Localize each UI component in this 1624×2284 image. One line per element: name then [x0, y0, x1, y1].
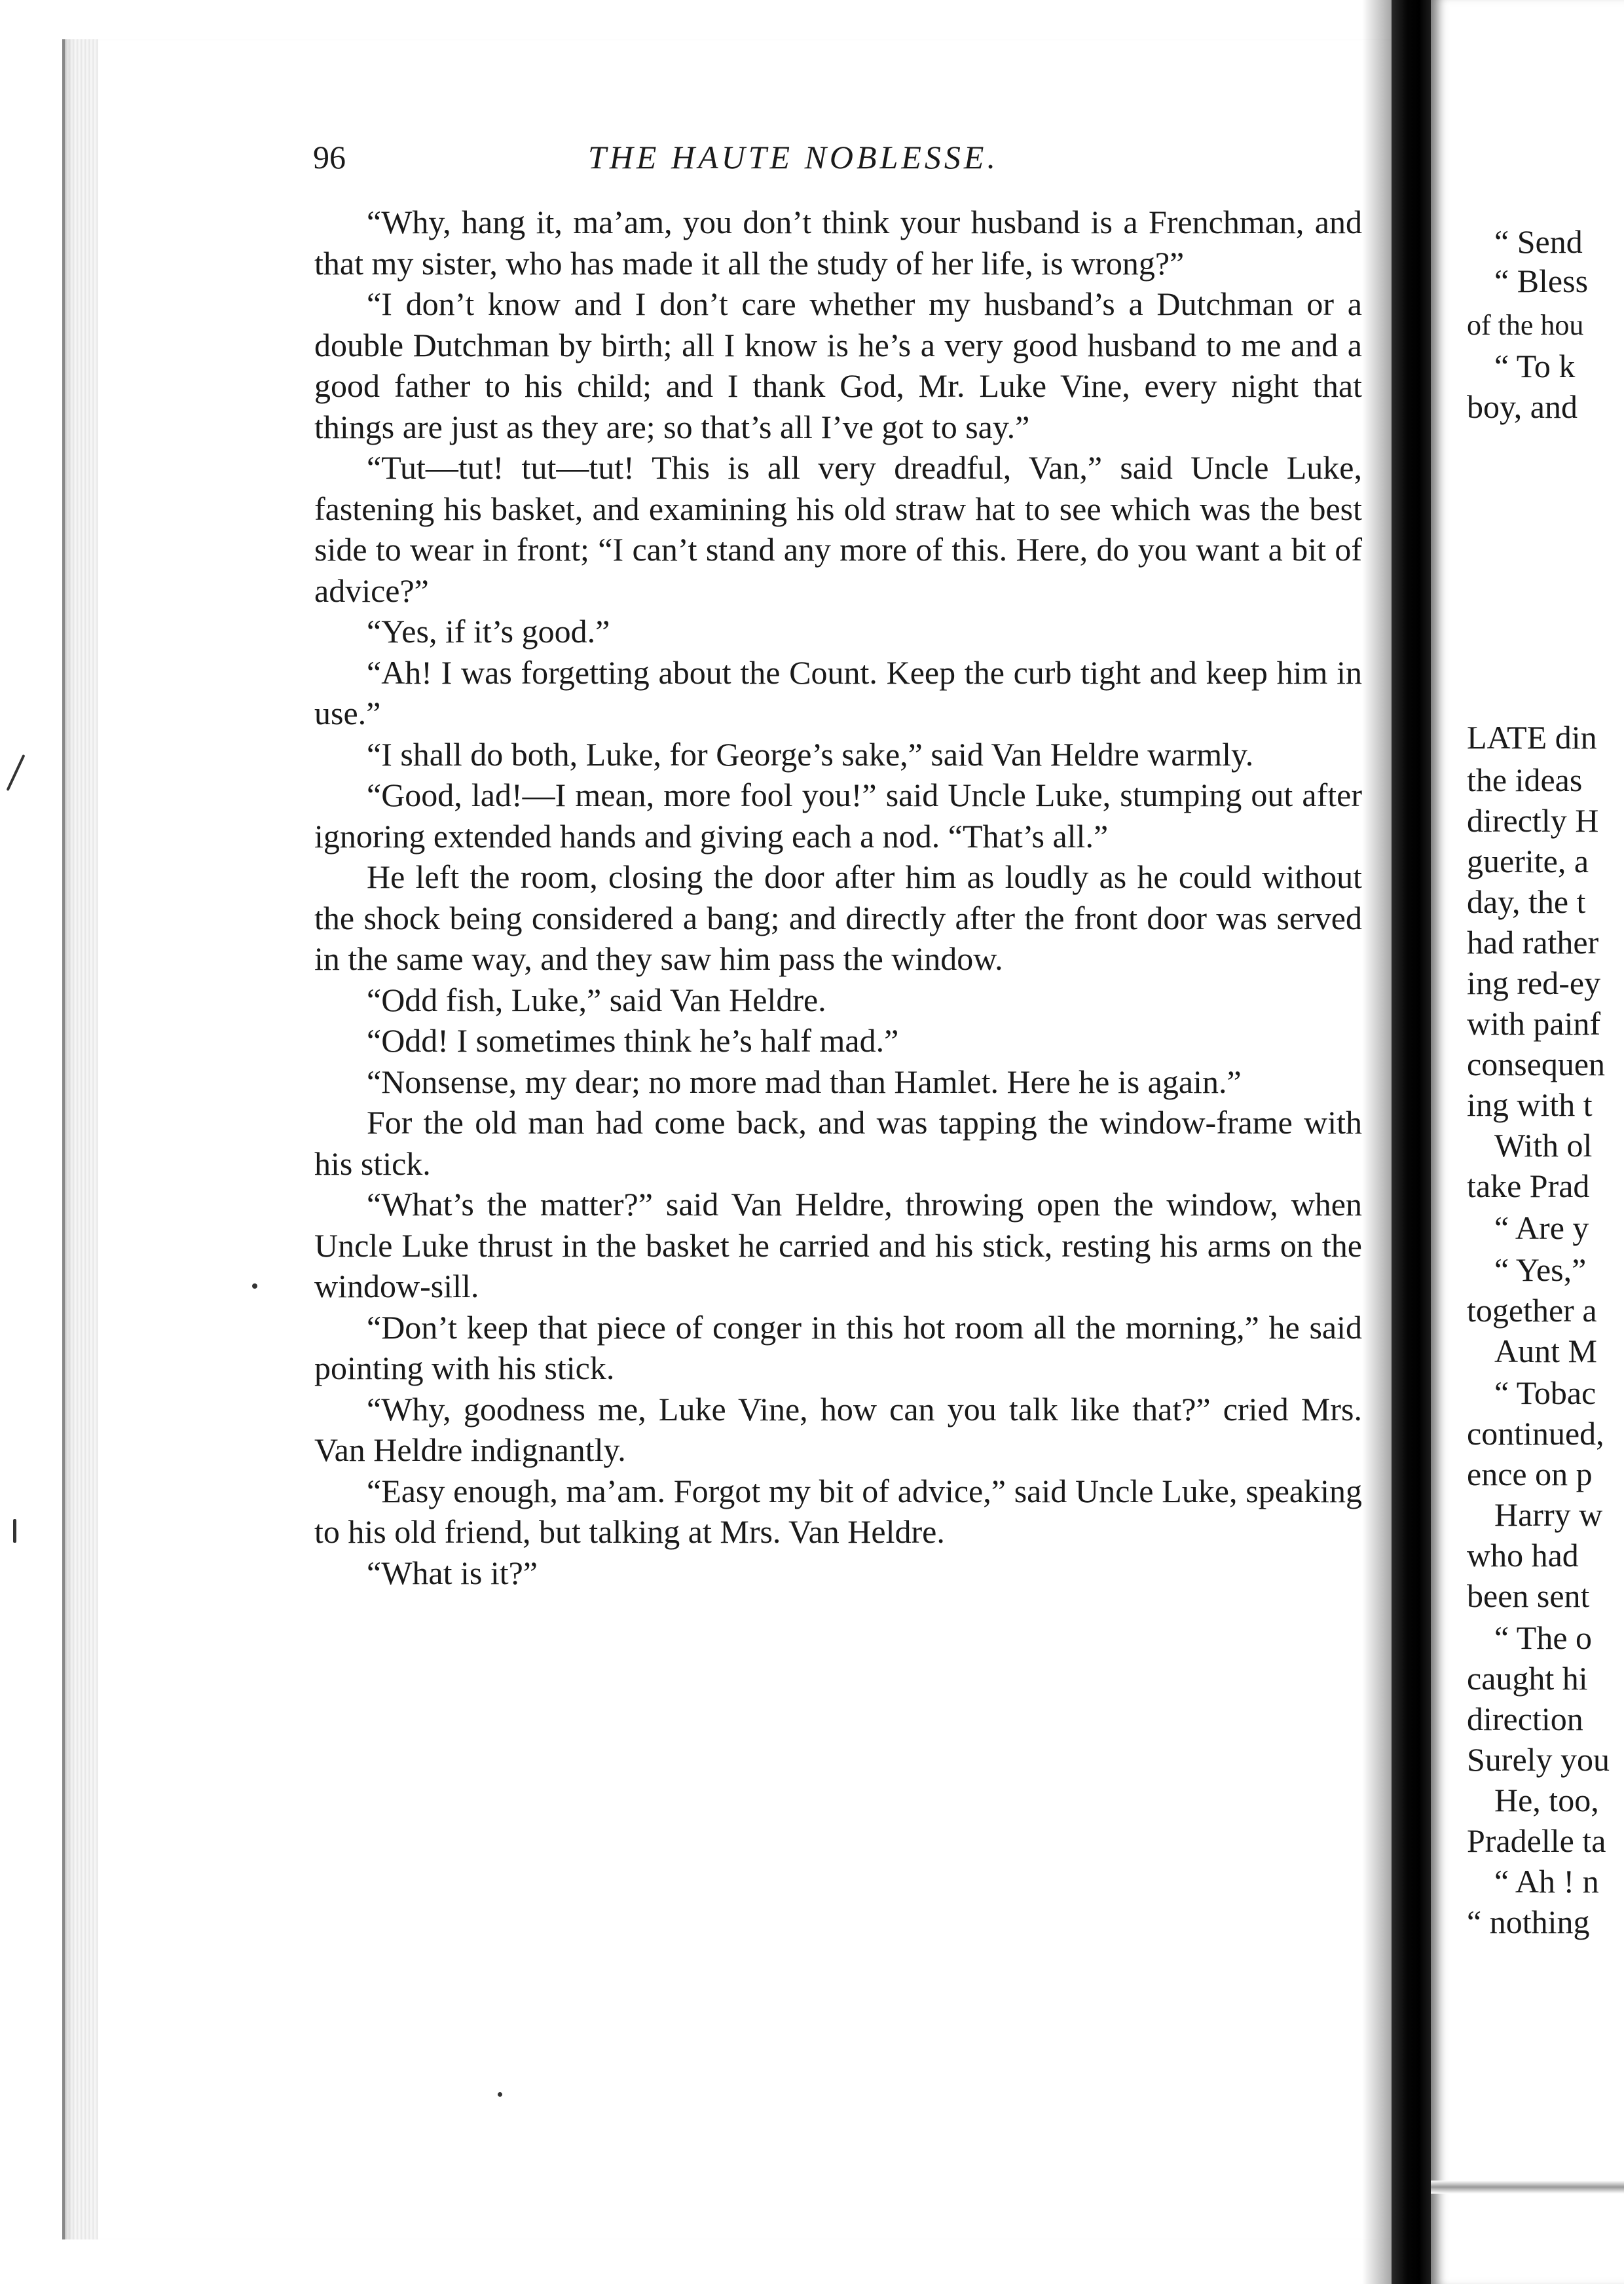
right-line: continued, [1467, 1415, 1604, 1452]
paragraph: “Nonsense, my dear; no more mad than Hamlet. Here he is again.” [367, 1063, 1242, 1100]
right-line: “ Send [1494, 223, 1583, 260]
paragraph: “Why, hang it, ma’am, you don’t think your husband is a Frenchman, and that my sister, who has made it all the study of her life, is wrong?” [314, 204, 1362, 282]
right-line: with painf [1467, 1005, 1601, 1042]
right-line: guerite, a [1467, 843, 1589, 879]
right-line: of the hou [1467, 309, 1584, 341]
paragraph: “Don’t keep that piece of conger in this hot room all the morning,” he said pointing with his stick. [314, 1308, 1362, 1386]
paragraph: “Easy enough, ma’am. Forgot my bit of advice,” said Uncle Luke, speaking to his old friend, but talking at Mrs. Van Heldre. [314, 1472, 1362, 1550]
running-head [313, 131, 1361, 183]
paragraph: “Yes, if it’s good.” [367, 613, 610, 650]
scan-speck [252, 1283, 257, 1289]
right-line: direction [1467, 1701, 1583, 1737]
right-line: LATE din [1467, 719, 1597, 756]
right-line: “ The o [1494, 1619, 1593, 1656]
right-line: been sent [1467, 1577, 1590, 1614]
right-line: consequen [1467, 1046, 1606, 1082]
right-line: He, too, [1494, 1782, 1599, 1818]
paragraph: “Odd! I sometimes think he’s half mad.” [367, 1022, 899, 1059]
right-line: Aunt M [1494, 1333, 1597, 1369]
gutter-shadow [1362, 0, 1392, 2284]
right-line: day, the t [1467, 883, 1586, 920]
paragraph: “Ah! I was forgetting about the Count. Keep the curb tight and keep him in use.” [314, 654, 1362, 731]
right-line: “ To k [1494, 348, 1576, 384]
right-line: Pradelle ta [1467, 1822, 1606, 1859]
paragraph: “Good, lad!—I mean, more fool you!” said Uncle Luke, stumping out after ignoring extended hands and giving each a nod. “That’s all.” [314, 777, 1362, 855]
right-page-text [1467, 0, 1624, 2284]
paragraph: “Why, goodness me, Luke Vine, how can you talk like that?” cried Mrs. Van Heldre indignantly. [314, 1390, 1362, 1468]
right-line: ing red-ey [1467, 965, 1601, 1001]
right-line: Surely you [1467, 1741, 1610, 1778]
paragraph: “Odd fish, Luke,” said Van Heldre. [367, 981, 826, 1018]
right-line: caught hi [1467, 1660, 1588, 1697]
right-page [1431, 0, 1624, 2284]
book-gutter [1392, 0, 1431, 2284]
scan-speck [498, 2092, 502, 2097]
right-line: who had [1467, 1537, 1579, 1574]
page-bottom-edge [1431, 2181, 1624, 2194]
right-line: ing with t [1467, 1086, 1593, 1123]
right-line: “ Bless [1494, 263, 1589, 299]
right-line: “ nothing [1467, 1904, 1590, 1940]
right-line: together a [1467, 1292, 1597, 1329]
paragraph: “Tut—tut! tut—tut! This is all very dreadful, Van,” said Uncle Luke, fastening his basket, and examining his old straw hat to see which was the best side to wear in front; “I can’t stand any more of this. Here, do you want a bit of advice?” [314, 449, 1362, 609]
paragraph: “I shall do both, Luke, for George’s sake,” said Van Heldre warmly. [367, 735, 1254, 773]
page-edge [65, 39, 98, 2239]
scan-speck [13, 1519, 16, 1543]
paragraph: “What is it?” [367, 1554, 538, 1591]
body-text [314, 202, 1362, 1970]
paragraph: “What’s the matter?” said Van Heldre, throwing open the window, when Uncle Luke thrust in the basket he carried and his stick, resting his arms on the window-sill. [314, 1186, 1362, 1304]
page-number: 96 [313, 139, 346, 175]
paragraph: “I don’t know and I don’t care whether my husband’s a Dutchman or a double Dutchman by birth; all I know is he’s a very good husband to me and a good father to his child; and I thank God, Mr. Luke Vine, every night that things are just as they are; so that’s all I’ve got to say.” [314, 286, 1362, 445]
paragraph: He left the room, closing the door after him as loudly as he could without the shock being considered a bang; and directly after the front door was served in the same way, and they saw him pass the window. [314, 858, 1362, 977]
right-line: directly H [1467, 802, 1599, 839]
running-title: THE HAUTE NOBLESSE. [588, 139, 999, 175]
right-line: “ Ah ! n [1494, 1863, 1599, 1900]
right-line: “ Are y [1494, 1209, 1589, 1246]
right-line: had rather [1467, 924, 1599, 961]
right-line: boy, and [1467, 388, 1578, 425]
paragraph: For the old man had come back, and was tapping the window-frame with his stick. [314, 1104, 1362, 1182]
right-line: “ Tobac [1494, 1374, 1596, 1411]
right-line: “ Yes,” [1494, 1251, 1587, 1288]
right-line: take Prad [1467, 1168, 1590, 1204]
right-line: With ol [1494, 1127, 1593, 1164]
right-line: Harry w [1494, 1496, 1603, 1533]
right-line: ence on p [1467, 1456, 1593, 1492]
right-line: the ideas [1467, 762, 1583, 798]
scan-speck [7, 754, 26, 791]
